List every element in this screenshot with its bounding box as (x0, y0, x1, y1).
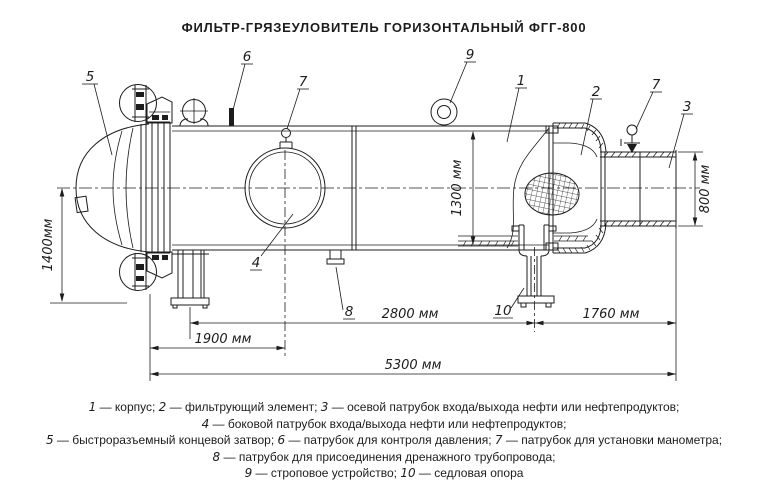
lifting-lug (431, 99, 457, 126)
callout-8: 8 (344, 304, 354, 320)
closure-clamp-top (120, 85, 157, 122)
dim-5300-label: 5300 мм (384, 358, 442, 373)
dim-800-label: 800 мм (698, 164, 713, 214)
drawing-title: ФИЛЬТР-ГРЯЗЕУЛОВИТЕЛЬ ГОРИЗОНТАЛЬНЫЙ ФГГ-800 (181, 20, 587, 35)
legend-line: 4 — боковой патрубок входа/выхода нефти или нефтепродуктов; (201, 416, 567, 431)
legend-line: 9 — строповое устройство; 10 — седловая опора (244, 466, 524, 480)
manometer-fitting-left (280, 129, 292, 149)
callout-9: 9 (465, 47, 475, 63)
dim-1300-label: 1300 мм (450, 159, 465, 217)
dim-1400-label: 1400мм (41, 218, 56, 272)
callout-1: 1 (516, 73, 526, 89)
callout-10: 10 (494, 303, 512, 319)
drain-nozzle (327, 250, 344, 264)
dimension-closure-to-nozzle (150, 332, 285, 350)
callout-7b: 7 (651, 77, 661, 93)
pressure-control-nozzle (229, 108, 234, 126)
saddle-support (512, 225, 556, 332)
quick-release-closure (120, 85, 173, 291)
legend-line: 5 — быстроразъемный концевой затвор; 6 — патрубок для контроля давления; 7 — патрубок для установки манометра; (45, 433, 723, 447)
axial-nozzle-3 (600, 150, 676, 228)
filter-element (525, 173, 579, 215)
side-nozzle-4 (245, 148, 325, 357)
strop-device-left (180, 98, 208, 126)
dim-1760-label: 1760 мм (582, 307, 640, 322)
closure-clamp-bottom (120, 254, 157, 291)
legend (0, 399, 768, 482)
callout-3: 3 (682, 99, 692, 115)
left-support (171, 250, 209, 308)
dimension-overall-length (150, 358, 676, 376)
callout-6: 6 (242, 49, 252, 65)
callout-4: 4 (251, 255, 261, 271)
legend-line: 1 — корпус; 2 — фильтрующий элемент; 3 — осевой патрубок входа/выхода нефти или нефтепродуктов; (88, 400, 680, 414)
dimension-nozzle-diameter (678, 152, 713, 226)
dim-2800-label: 2800 мм (381, 307, 439, 322)
legend-line: 8 — патрубок для присоединения дренажного трубопровода; (212, 449, 556, 464)
dimension-support-span (190, 307, 676, 325)
callout-2: 2 (591, 84, 601, 100)
callout-7a: 7 (298, 74, 308, 90)
callout-5: 5 (85, 69, 95, 85)
dim-1900-label: 1900 мм (194, 332, 252, 347)
manometer-fitting-right (621, 125, 640, 153)
